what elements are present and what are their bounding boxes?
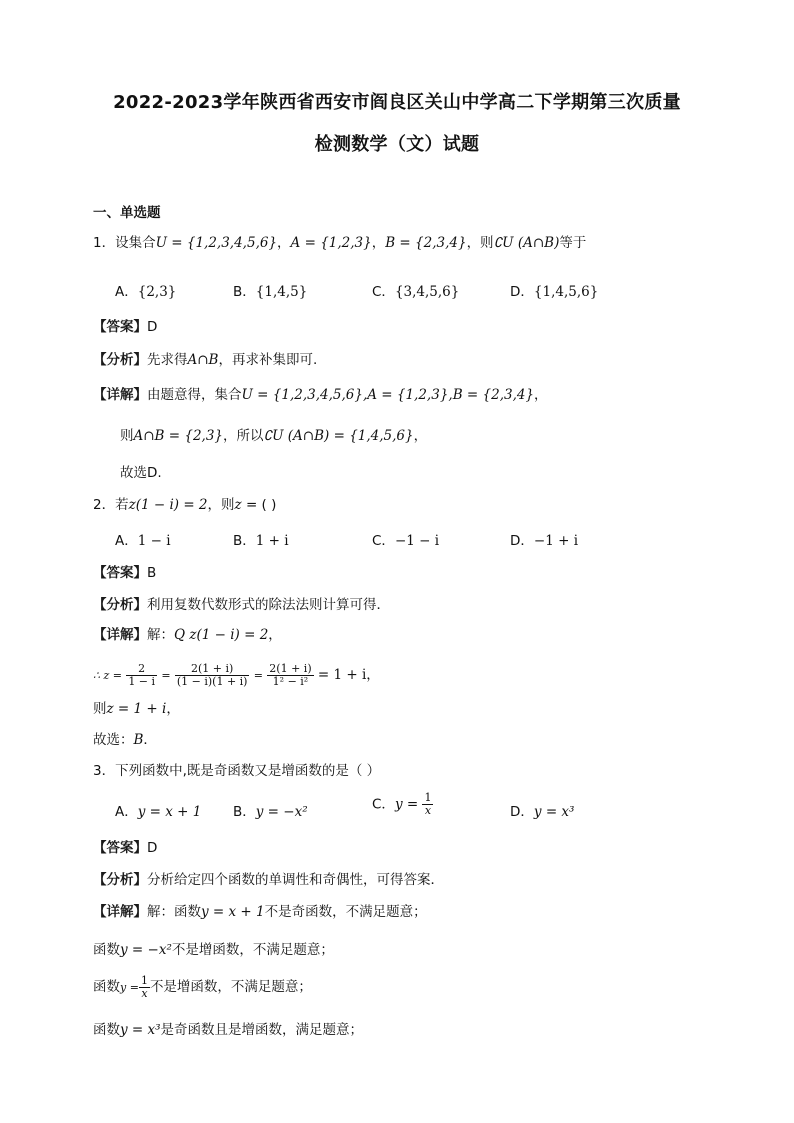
q1-option-b[interactable]: B．{1,4,5} xyxy=(233,284,308,300)
q1-answer: 【答案】D xyxy=(93,319,158,335)
q3-detail-line3: 函数y = $\frac{1}{x}$ 不是增函数，不满足题意； xyxy=(93,973,312,1000)
q2-option-c[interactable]: C．−1 − i xyxy=(372,533,440,549)
q2-then: 则z = 1 + i， xyxy=(93,701,180,717)
q3-detail: 【详解】解：函数y = x + 1不是奇函数，不满足题意； xyxy=(93,904,427,920)
q2-option-b[interactable]: B．1 + i xyxy=(233,533,289,549)
q1-detail-line2: 则A∩B = {2,3}，所以∁U (A∩B) = {1,4,5,6}， xyxy=(120,428,428,444)
fraction: $\frac{1}{x}$ xyxy=(140,973,148,1000)
q3-answer: 【答案】D xyxy=(93,840,158,856)
fraction: $\frac{2}{1 - i}$ xyxy=(128,661,156,688)
q2-analysis: 【分析】利用复数代数形式的除法法则计算可得． xyxy=(93,597,390,613)
q3-analysis: 【分析】分析给定四个函数的单调性和奇偶性，可得答案． xyxy=(93,872,444,888)
q2-detail: 【详解】解：Q z(1 − i) = 2， xyxy=(93,627,282,643)
q3-option-b[interactable]: B．y = −x² xyxy=(233,804,308,820)
q3-option-c[interactable]: C．y = $\frac{1}{x}$ xyxy=(372,791,432,817)
q3-detail-line4: 函数y = x³是奇函数且是增函数，满足题意； xyxy=(93,1022,364,1038)
doc-title-line2: 检测数学（文）试题 xyxy=(314,134,480,155)
fraction: $\frac{1}{x}$ xyxy=(424,791,432,817)
q1-conclusion: 故选D. xyxy=(120,465,162,481)
fraction: $\frac{2(1 + i)}{(1 - i)(1 + i)}$ xyxy=(176,661,248,688)
q3-stem: 3．下列函数中,既是奇函数又是增函数的是（ ） xyxy=(93,763,381,779)
q3-detail-line2: 函数y = −x²不是增函数，不满足题意； xyxy=(93,942,334,958)
q2-option-a[interactable]: A．1 − i xyxy=(115,533,171,549)
fraction: $\frac{2(1 + i)}{\text{1² − i²}}$ xyxy=(269,661,312,688)
q1-option-c[interactable]: C．{3,4,5,6} xyxy=(372,284,460,300)
q2-option-d[interactable]: D．−1 + i xyxy=(510,533,579,549)
doc-title-line1: 2022-2023学年陕西省西安市阎良区关山中学高二下学期第三次质量 xyxy=(113,92,681,113)
section-heading: 一、单选题 xyxy=(93,205,161,221)
q1-option-a[interactable]: A．{2,3} xyxy=(115,284,177,300)
q3-option-d[interactable]: D．y = x³ xyxy=(510,804,575,820)
q3-option-a[interactable]: A．y = x + 1 xyxy=(115,804,202,820)
q2-conclusion: 故选：B． xyxy=(93,732,157,748)
q1-analysis: 【分析】先求得A∩B，再求补集即可. xyxy=(93,352,318,368)
q1-option-d[interactable]: D．{1,4,5,6} xyxy=(510,284,599,300)
q1-stem: 1．设集合U = {1,2,3,4,5,6}，A = {1,2,3}，B = {2,3,4}，则∁U (A∩B)等于 xyxy=(93,235,587,251)
q2-answer: 【答案】B xyxy=(93,565,157,581)
q2-calculation: ∴ z = $\frac{2}{1 - i}$ = $\frac{2(1 + i)}{(1 - i)(1 + i)}$ = $\frac{2(1 + i)}{\text{1² − i²}}$ = 1 + i， xyxy=(93,661,380,688)
q2-stem: 2．若z(1 − i) = 2，则z = ( ) xyxy=(93,497,277,513)
q1-detail: 【详解】由题意得，集合U = {1,2,3,4,5,6},A = {1,2,3},B = {2,3,4}， xyxy=(93,387,548,403)
